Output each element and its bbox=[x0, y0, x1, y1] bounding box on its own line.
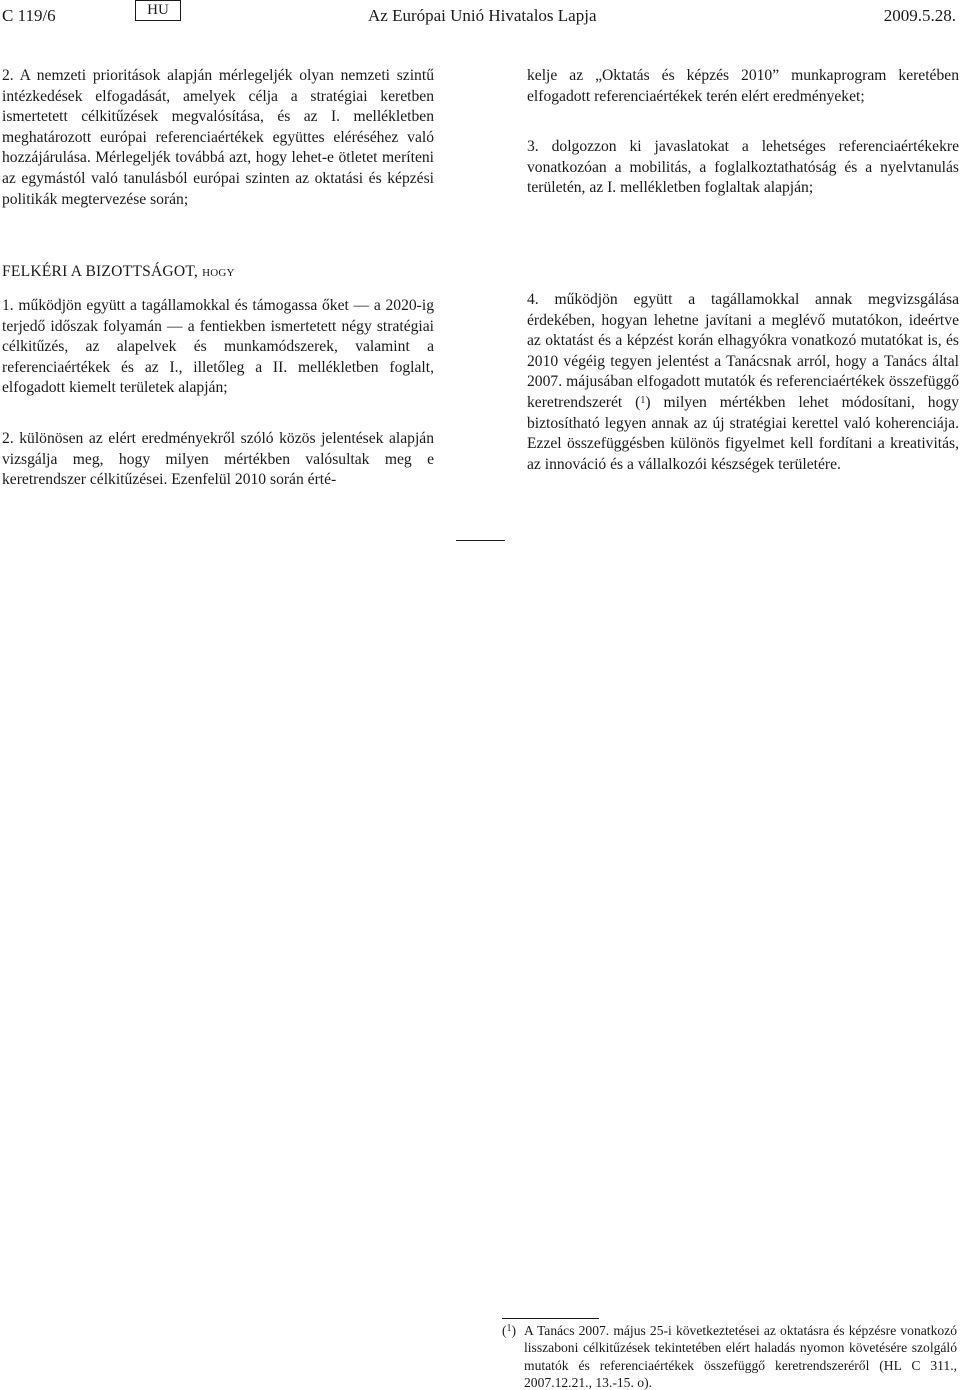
language-badge: HU bbox=[135, 0, 181, 21]
publication-date: 2009.5.28. bbox=[883, 6, 956, 25]
paragraph-item-1-commission: 1. működjön együtt a tagállamokkal és támogassa őket — a 2020-ig terjedő időszak folyamán — a fentiekben ismertetett négy stratégiai célkitűzés, az alapelvek és munkamódszerek, valamint a referenciaértékek és az I., illetőleg a II. mellékletben foglalt, elfogadott kiemelt területek alapján; bbox=[2, 297, 434, 397]
page-number: C 119/6 bbox=[2, 6, 56, 25]
right-column-top bbox=[527, 66, 959, 199]
item-4-text-a: 4. működjön együtt a tagállamokkal annak megvizsgálása érdekében, hogyan lehetne javítani a meglévő mutatókon, ideértve az oktatást és a képzést korán elhagyókra vonatkozó mutatókat is, és 2010 végéig tegyen jelentést a Tanácsnak arról, hogy a Tanács által 2007. májusában elfogadott mutatók és referenciaértékek összefüggő keretrendszerét ( bbox=[527, 291, 959, 411]
footnote-rule bbox=[502, 1318, 599, 1319]
section-heading: FELKÉRI A BIZOTTSÁGOT, hogy bbox=[2, 263, 235, 280]
footnote-reference: 1 bbox=[640, 394, 646, 406]
left-column-bottom bbox=[2, 296, 434, 491]
paragraph-item-2-national: 2. A nemzeti prioritások alapján mérlegeljék olyan nemzeti szintű intézkedések elfogadását, amelyek célja a stratégiai keretben ismertetett célkitűzések megvalósítása, és az I. mellékletben meghatározott európai referenciaértékek együttes eléréséhez való hozzájárulása. Mérlegeljék továbbá azt, hogy lehet-e ötletet meríteni az egymástól való tanulásból európai szinten az oktatási és képzési politikák megtervezése során; bbox=[2, 67, 434, 208]
paragraph-item-3: 3. dolgozzon ki javaslatokat a lehetséges referenciaértékekre vonatkozóan a mobilitás, a foglalkoztathatóság és a nyelvtanulás területén, az I. mellékletben foglaltak alapján; bbox=[527, 138, 959, 197]
footnote-text: A Tanács 2007. május 25-i következtetései az oktatásra és képzésre vonatkozó lisszaboni célkitűzések tekintetében elért haladás nyomon követésére szolgáló mutatók és referenciaértékek összefüggő keretrendszeréről (HL C 311., 2007.12.21., 13.-15. o). bbox=[524, 1323, 957, 1390]
paragraph-item-2-commission: 2. különösen az elért eredményekről szóló közös jelentések alapján vizsgálja meg, hogy milyen mértékben valósultak meg e keretrendszer célkitűzései. Ezenfelül 2010 során érté- bbox=[2, 429, 434, 489]
paragraph-continuation: kelje az „Oktatás és képzés 2010” munkaprogram keretében elfogadott referenciaértékek terén elért eredményeket; bbox=[527, 67, 959, 105]
item-4-text-b: ) milyen mértékben lehet módosítani, hogy biztosítható legyen annak az új stratégiai kerettel való koherenciája. Ezzel összefüggésben különös figyelmet kell fordítani a kreativitás, az innováció és a vállalkozói készségek területére. bbox=[527, 393, 959, 473]
footnote bbox=[502, 1322, 957, 1390]
journal-title: Az Európai Unió Hivatalos Lapja bbox=[368, 6, 597, 25]
page-header bbox=[0, 0, 960, 26]
right-column-bottom bbox=[527, 290, 959, 475]
footnote-marker: ($^1$) bbox=[502, 1323, 517, 1338]
section-separator bbox=[456, 540, 505, 541]
paragraph-item-4 bbox=[527, 290, 959, 475]
left-column-top bbox=[2, 66, 434, 210]
